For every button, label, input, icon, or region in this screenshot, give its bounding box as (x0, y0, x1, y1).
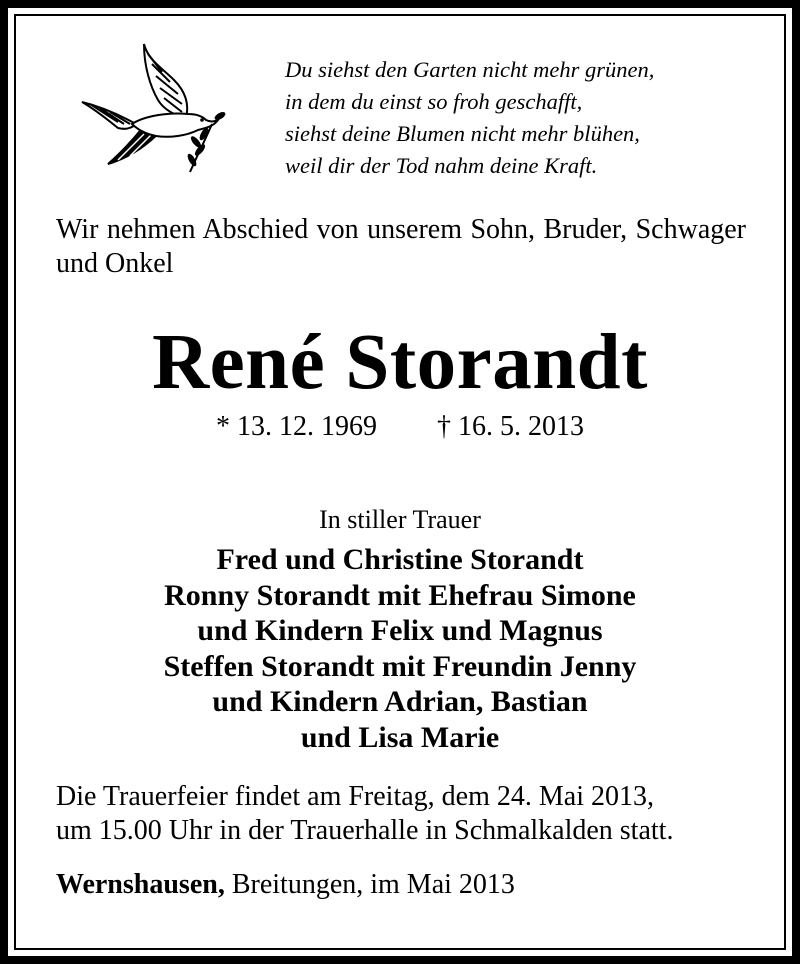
place-town: Wernshausen, (56, 869, 225, 900)
intro-text: Wir nehmen Abschied von unserem Sohn, Bruder, Schwager und Onkel (56, 214, 746, 279)
mourner-line: Ronny Storandt mit Ehefrau Simone (164, 578, 636, 612)
service-line: um 15.00 Uhr in der Trauerhalle in Schmalkalden statt. (56, 815, 674, 846)
death-date: † 16. 5. 2013 (437, 411, 584, 442)
place-date-line (56, 868, 746, 902)
place-rest: Breitungen, im Mai 2013 (224, 869, 515, 900)
mourner-line: Fred und Christine Storandt (216, 543, 584, 576)
poem-line: weil dir der Tod nahm deine Kraft. (285, 153, 598, 178)
life-dates (0, 410, 800, 444)
poem-line: siehst deine Blumen nicht mehr blühen, (285, 121, 640, 146)
deceased-name: René Storandt (152, 319, 648, 406)
mourner-line: Steffen Storandt mit Freundin Jenny (163, 649, 637, 683)
poem (285, 54, 755, 182)
mourner-line: und Lisa Marie (300, 720, 500, 754)
mourners-list (0, 542, 800, 755)
service-info (56, 780, 746, 848)
dove-icon (78, 38, 230, 176)
service-line: Die Trauerfeier findet am Freitag, dem 24. Mai 2013, (56, 781, 654, 812)
poem-line: in dem du einst so froh geschafft, (285, 89, 583, 114)
mourners-heading: In stiller Trauer (319, 505, 481, 534)
mourner-line: und Kindern Felix und Magnus (197, 614, 603, 647)
mourner-line: und Kindern Adrian, Bastian (212, 685, 588, 718)
poem-line: Du siehst den Garten nicht mehr grünen, (285, 57, 655, 82)
birth-date: * 13. 12. 1969 (216, 411, 377, 442)
